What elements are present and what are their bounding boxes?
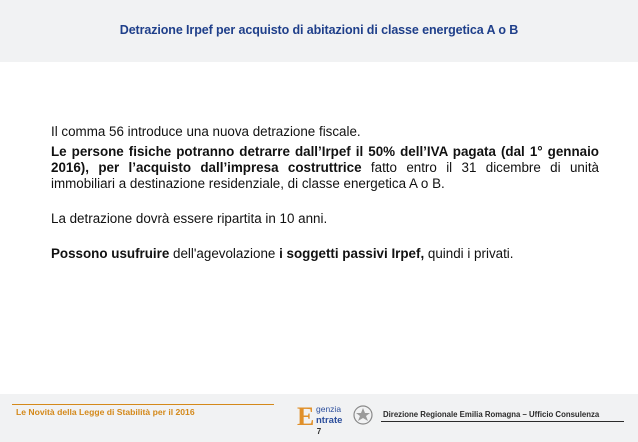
- paragraph-eligible-end: quindi i privati.: [424, 246, 514, 261]
- footer-left-rule: [12, 404, 274, 405]
- paragraph-eligible-bold-1: Possono usufruire: [51, 246, 170, 261]
- logo-text-bottom: ntrate: [316, 415, 343, 426]
- agenzia-entrate-logo: [296, 401, 376, 429]
- paragraph-intro: Il comma 56 introduce una nuova detrazione fiscale.: [51, 124, 361, 139]
- paragraph-beneficiaries-bold: Le persone fisiche potranno detrarre dall’Irpef il 50% dell’IVA pagata (dal 1° gennaio 2016), per l’acquisto dall’impresa costruttrice: [51, 144, 599, 175]
- republic-emblem-icon: [354, 406, 372, 424]
- paragraph-installments: La detrazione dovrà essere ripartita in 10 anni.: [51, 211, 328, 226]
- page-number: 7: [316, 427, 322, 436]
- slide-title: Detrazione Irpef per acquisto di abitazioni di classe energetica A o B: [119, 23, 519, 37]
- paragraph-beneficiaries: [51, 144, 599, 192]
- paragraph-eligible: [51, 246, 599, 262]
- footer-left-text: Le Novità della Legge di Stabilità per il 2016: [16, 407, 195, 417]
- footer-right-text: Direzione Regionale Emilia Romagna – Ufficio Consulenza: [383, 410, 600, 419]
- paragraph-eligible-mid: dell'agevolazione: [169, 246, 280, 261]
- paragraph-beneficiaries-rest: fatto entro il 31 dicembre di unità immobiliari a destinazione residenziale, di classe energetica A o B.: [51, 160, 599, 191]
- footer-right-rule: [381, 421, 624, 422]
- logo-text-top: genzia: [316, 404, 342, 414]
- logo-letter: E: [297, 402, 315, 429]
- paragraph-eligible-bold-2: i soggetti passivi Irpef,: [279, 246, 425, 261]
- logo-e-mark-icon: [297, 402, 314, 429]
- slide-content: [51, 124, 599, 262]
